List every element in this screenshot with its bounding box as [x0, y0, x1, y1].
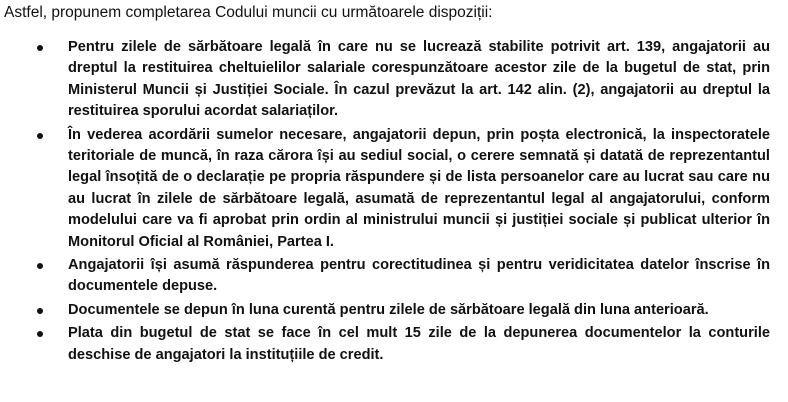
list-item — [0, 255, 770, 298]
list-item — [0, 300, 770, 321]
list-item-text: Pentru zilele de sărbătoare legală în care nu se lucrează stabilite potrivit art. 139, angajatorii au dreptul la restituirea cheltuielilor salariale corespunzătoare acestor zile de la bugetul de stat, prin Ministerul Muncii și Justiției Sociale. În cazul prevăzut la art. 142 alin. (2), angajatorii au dreptul la restituirea sporului acordat salariaților. — [68, 39, 770, 120]
list-item-text: Plata din bugetul de stat se face în cel mult 15 zile de la depunerea documentelor la conturile deschise de angajatori la instituțiile de credit. — [68, 325, 770, 363]
bullet-icon — [37, 45, 43, 51]
list-item — [0, 323, 770, 366]
list-item — [0, 37, 770, 123]
list-item-text: Angajatorii își asumă răspunderea pentru corectitudinea și pentru veridicitatea datelor înscrise în documentele depuse. — [68, 257, 770, 295]
list-item-text: Documentele se depun în luna curentă pentru zilele de sărbătoare legală din luna anterioară. — [68, 301, 709, 318]
list-item-text: În vederea acordării sumelor necesare, angajatorii depun, prin poșta electronică, la inspectoratele teritoriale de muncă, în raza cărora își au sediul social, o cerere semnată și datată de reprezentantul legal însoțită de o declarație pe propria răspundere și de lista persoanelor care au lucrat sau care nu au lucrat în zilele de sărbătoare legală, asumată de reprezentantul legal al angajatorului, conform modelului care va fi aprobat prin ordin al ministrului muncii și justiției sociale și publicat ulterior în Monitorul Oficial al României, Partea I. — [68, 126, 770, 250]
bullet-icon — [37, 263, 43, 269]
bullet-list — [0, 37, 788, 368]
intro-paragraph: Astfel, propunem completarea Codului muncii cu următoarele dispoziții: — [4, 4, 493, 21]
bullet-icon — [37, 308, 43, 314]
bullet-icon — [37, 331, 43, 337]
list-item — [0, 125, 770, 253]
bullet-icon — [37, 133, 43, 139]
